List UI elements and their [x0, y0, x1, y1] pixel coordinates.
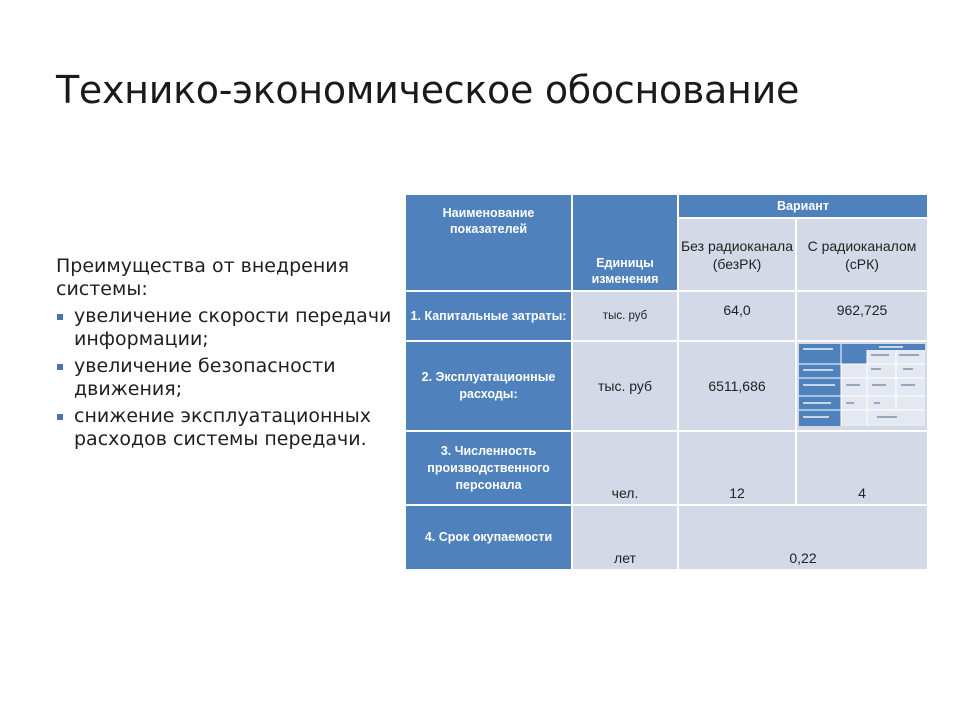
header-name: Наименование показателей — [405, 194, 572, 291]
row-label: 1. Капитальные затраты: — [405, 291, 572, 341]
list-item-text: увеличение безопасности движения; — [74, 355, 336, 400]
header-with-rk: С радиоканалом (сРК) — [796, 218, 928, 291]
list-item — [56, 355, 401, 401]
square-bullet-icon — [57, 314, 63, 320]
slide-title: Технико-экономическое обоснование — [56, 68, 800, 112]
row-unit: чел. — [572, 431, 678, 505]
row-unit: тыс. руб — [572, 341, 678, 431]
row-value-without-rk: 6511,686 — [678, 341, 796, 431]
advantages-text-block — [56, 255, 401, 455]
row-value-without-rk: 64,0 — [678, 291, 796, 341]
economics-table — [404, 193, 929, 571]
header-variant: Вариант — [678, 194, 928, 218]
row-label: 2. Эксплуатационные расходы: — [405, 341, 572, 431]
row-value-merged: 0,22 — [678, 505, 928, 570]
header-without-rk: Без радиоканала (безРК) — [678, 218, 796, 291]
list-item-text: увеличение скорости передачи информации; — [74, 305, 392, 350]
advantages-list — [56, 305, 401, 451]
square-bullet-icon — [57, 364, 63, 370]
list-item — [56, 305, 401, 351]
header-units: Единицы изменения — [572, 194, 678, 291]
list-item-text: снижение эксплуатационных расходов системы передачи. — [74, 405, 372, 450]
row-label: 4. Срок окупаемости — [405, 505, 572, 570]
row-value-with-rk: 962,725 — [796, 291, 928, 341]
row-unit: тыс. руб — [572, 291, 678, 341]
row-value-without-rk: 12 — [678, 431, 796, 505]
square-bullet-icon — [57, 414, 63, 420]
embedded-table-thumbnail — [799, 344, 925, 426]
advantages-intro: Преимущества от внедрения системы: — [56, 255, 350, 300]
row-value-with-rk: 4 — [796, 431, 928, 505]
row-label: 3. Численность производственного персонала — [405, 431, 572, 505]
embedded-table-thumbnail-cell — [796, 341, 928, 431]
list-item — [56, 405, 401, 451]
row-unit: лет — [572, 505, 678, 570]
